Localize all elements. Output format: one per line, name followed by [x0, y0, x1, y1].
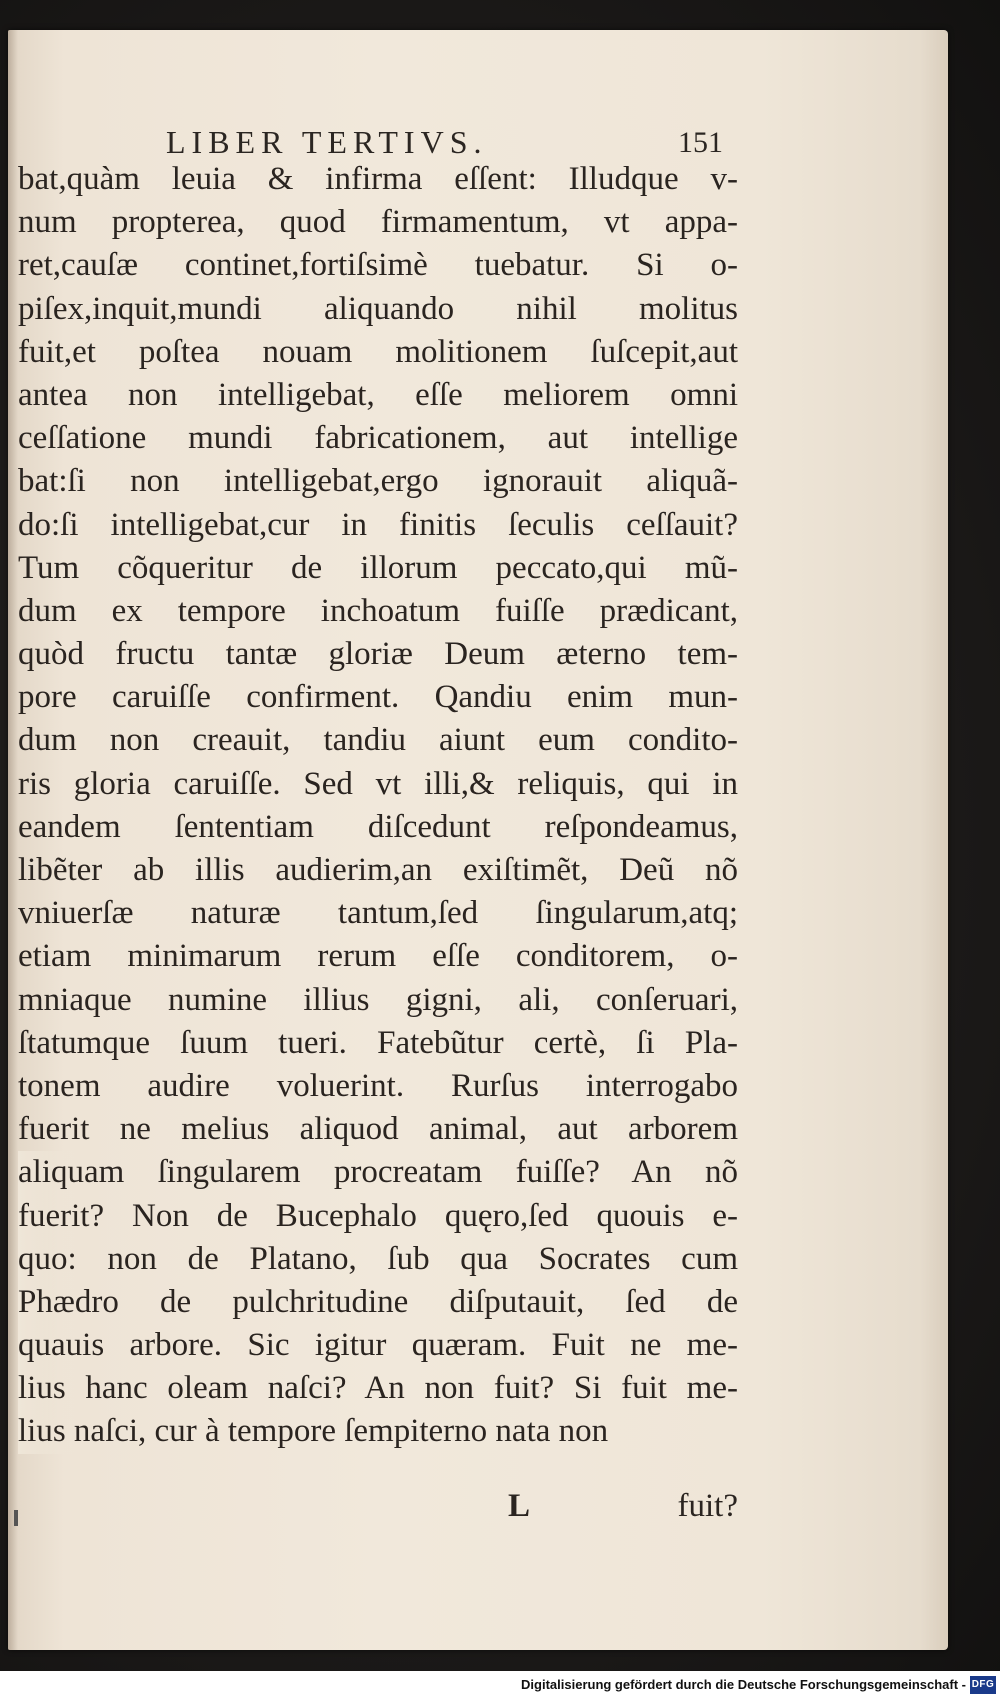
page-number: 151: [678, 126, 723, 159]
signature-mark: L: [508, 1488, 531, 1524]
text-line: ſtatumque ſuum tueri. Fatebũtur certè, ſi Pla-: [18, 1024, 738, 1061]
text-line: Phædro de pulchritudine diſputauit, ſed de: [18, 1281, 738, 1324]
text-line: ceſſatione mundi fabricationem, aut intellige: [18, 420, 738, 457]
text-line: fuerit? Non de Bucephalo quęro,ſed quouis e-: [18, 1195, 738, 1238]
text-line: quo: non de Platano, ſub qua Socrates cum: [18, 1238, 738, 1281]
text-line: do:ſi intelligebat,cur in finitis ſeculis ceſſauit?: [18, 506, 738, 543]
text-line: aliquam ſingularem procreatam fuiſſe? An nõ: [18, 1151, 738, 1194]
body-text: [18, 158, 738, 1454]
text-line: fuerit ne melius aliquod animal, aut arborem: [18, 1111, 738, 1148]
text-line: ris gloria caruiſſe. Sed vt illi,& reliquis, qui in: [18, 765, 738, 802]
text-line: quauis arbore. Sic igitur quæram. Fuit ne me-: [18, 1324, 738, 1367]
page-footer: [18, 1488, 738, 1538]
text-line: num propterea, quod firmamentum, vt appa-: [18, 204, 738, 241]
margin-mark: [14, 1510, 18, 1526]
text-line: quòd fructu tantæ gloriæ Deum æterno tem-: [18, 636, 738, 673]
text-line: piſex,inquit,mundi aliquando nihil molitus: [18, 290, 738, 327]
text-line: vniuerſæ naturæ tantum,ſed ſingularum,atq;: [18, 895, 738, 932]
text-line: Tum cõqueritur de illorum peccato,qui mũ-: [18, 549, 738, 586]
book-page: [8, 30, 948, 1650]
text-line: tonem audire voluerint. Rurſus interrogabo: [18, 1067, 738, 1104]
dfg-logo: DFG: [970, 1676, 996, 1694]
text-line: mniaque numine illius gigni, ali, conſeruari,: [18, 981, 738, 1018]
text-line: dum non creauit, tandiu aiunt eum condito-: [18, 722, 738, 759]
credit-bar: [0, 1671, 1000, 1701]
text-line: dum ex tempore inchoatum fuiſſe prædicant,: [18, 592, 738, 629]
credit-text: Digitalisierung gefördert durch die Deutsche Forschungsgemeinschaft -: [521, 1677, 966, 1692]
catchword: fuit?: [677, 1488, 738, 1524]
text-line: pore caruiſſe confirment. Qandiu enim mun-: [18, 679, 738, 716]
text-line: lius hanc oleam naſci? An non fuit? Si fuit me-: [18, 1367, 738, 1410]
text-line: fuit,et poſtea nouam molitionem ſuſcepit,aut: [18, 333, 738, 370]
text-line: etiam minimarum rerum eſſe conditorem, o-: [18, 938, 738, 975]
text-line: bat:ſi non intelligebat,ergo ignorauit aliquã-: [18, 463, 738, 500]
text-line: antea non intelligebat, eſſe meliorem omni: [18, 376, 738, 413]
text-line: libẽter ab illis audierim,an exiſtimẽt, Deũ nõ: [18, 852, 738, 888]
running-title: LIBER TERTIVS.: [166, 124, 488, 160]
text-line: eandem ſententiam diſcedunt reſpondeamus,: [18, 808, 738, 845]
text-line: ret,cauſæ continet,fortiſsimè tuebatur. Si o-: [18, 247, 738, 284]
text-line: bat,quàm leuia & infirma eſſent: Illudque v-: [18, 161, 738, 197]
text-line: lius naſci, cur à tempore ſempiterno nata non: [18, 1410, 738, 1453]
running-head: [8, 114, 948, 164]
